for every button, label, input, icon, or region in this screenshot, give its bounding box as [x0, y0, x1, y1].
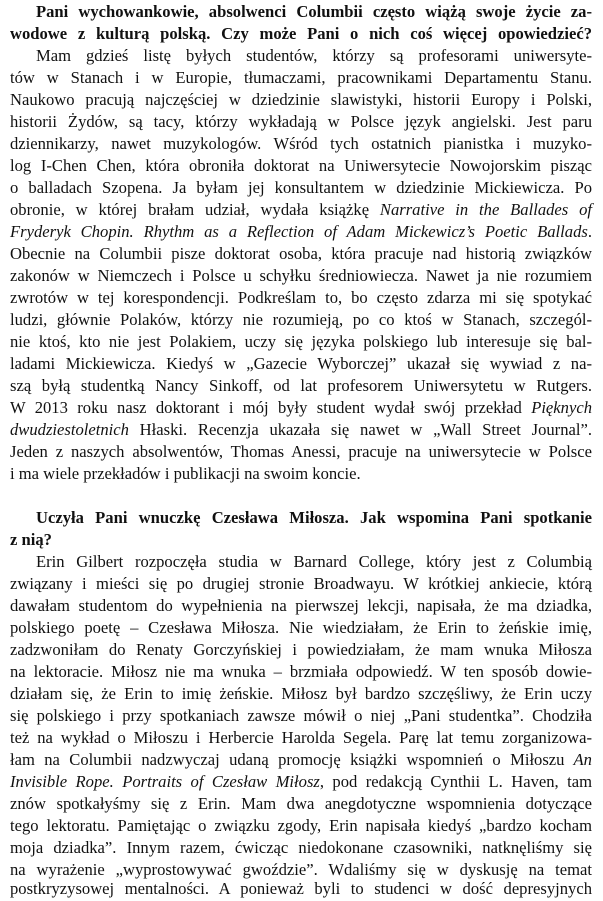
answer-line: zwrotów w tej korespondencji. Podkreślam to, bo często zdarza mi się spotykać — [10, 288, 592, 307]
answer-line: dwudziestoletnich Hłaski. Recenzja ukazała się nawet w „Wall Street Journal”. — [10, 420, 592, 439]
answer-line: postkryzysowej mentalności. A ponieważ byli to studenci w dość depresyjnych — [10, 879, 592, 898]
answer-line: W 2013 roku nasz doktorant i mój były student wydał swój przekład Pięknych — [10, 398, 592, 417]
italic-title: Invisible Rope. Portraits of Czesław Miłosz — [10, 772, 320, 791]
question-line: wodowe z kulturą polską. Czy może Pani o nich coś więcej opowiedzieć? — [10, 24, 592, 43]
answer-line: historii Żydów, są tacy, którzy wykładają w Polsce język angielski. Jest paru — [10, 112, 592, 131]
italic-title: Fryderyk Chopin. Rhythm as a Reflection of Adam Mickewicz’s Poetic Ballads — [10, 222, 588, 241]
answer-line: Naukowo pracują najczęściej w dziedzinie slawistyki, historii Europy i Polski, — [10, 90, 592, 109]
answer-line: o balladach Szopena. Ja byłam jej konsultantem w dziedzinie Mickiewicza. Po — [10, 178, 592, 197]
question-line: Uczyła Pani wnuczkę Czesława Miłosza. Jak wspomina Pani spotkanie — [36, 508, 592, 527]
answer-line: polskiego poetę – Czesława Miłosza. Nie wiedziałam, że Erin to żeńskie imię, — [10, 618, 592, 637]
answer-line: na lektoracie. Miłosz nie ma wnuka – brzmiała odpowiedź. W ten sposób dowie- — [10, 662, 592, 681]
italic-title: An — [564, 750, 592, 769]
answer-line: Obecnie na Columbii pisze doktorat osoba, która pracuje nad historią związków — [10, 244, 592, 263]
answer-line: obronie, w której brałam udział, wydała książkę Narrative in the Ballades of — [10, 200, 592, 219]
answer-line: związany i mieści się po drugiej stronie Broadwayu. W krótkiej ankiecie, którą — [10, 574, 592, 593]
answer-line: nie ktoś, kto nie jest Polakiem, uczy się języka polskiego lub interesuje się bal- — [10, 332, 592, 351]
answer-line: szą byłą studentką Nancy Sinkoff, od lat profesorem Uniwersytetu w Rutgers. — [10, 376, 592, 395]
answer-line: dawałam studentom do wypełnienia na pierwszej lekcji, napisała, że ma dziadka, — [10, 596, 592, 615]
answer-line: zadzwoniłam do Renaty Gorczyńskiej i powiedziałam, że mam wnuka Miłosza — [10, 640, 592, 659]
answer-line: działam się, że Erin to imię żeńskie. Miłosz był bardzo szczęśliwy, że Erin uczy — [10, 684, 592, 703]
answer-line: zakonów w Niemczech i Polsce u schyłku średniowiecza. Nawet ja nie rozumiem — [10, 266, 592, 285]
answer-line: ladami Mickiewicza. Kiedyś w „Gazecie Wyborczej” ukazał się wywiad z na- — [10, 354, 592, 373]
answer-line: Erin Gilbert rozpoczęła studia w Barnard College, który jest z Columbią — [36, 552, 592, 571]
answer-line: log I-Chen Chen, która obroniła doktorat na Uniwersytecie Nowojorskim pisząc — [10, 156, 592, 175]
italic-title: Pięknych — [531, 398, 592, 417]
answer-line: moja dziadka”. Innym razem, ćwicząc niedokonane czasowniki, natknęliśmy się — [10, 838, 592, 857]
answer-line: się polskiego i przy spotkaniach zawsze mówił o niej „Pani studentka”. Chodziła — [10, 706, 592, 725]
answer-line: ludzi, głównie Polaków, którzy nie rozumieją, po co ktoś w Stanach, szczegól- — [10, 310, 592, 329]
answer-line: i ma wiele przekładów i publikacji na swoim koncie. — [10, 464, 361, 483]
answer-line: Fryderyk Chopin. Rhythm as a Reflection of Adam Mickewicz’s Poetic Ballads. — [10, 222, 592, 241]
answer-line: Jeden z naszych absolwentów, Thomas Anessi, pracuje na uniwersytecie w Polsce — [10, 442, 592, 461]
question-line: z nią? — [10, 530, 52, 549]
italic-title: dwudziestoletnich — [10, 420, 129, 439]
answer-line: też na wykład o Miłoszu i Herbercie Harolda Segela. Parę lat temu zorganizowa- — [10, 728, 592, 747]
answer-line: dziennikarzy, nawet muzykologów. Wśród tych ostatnich pianistka i muzyko- — [10, 134, 592, 153]
answer-line: łam na Columbii nadzwyczaj udaną promocję książki wspomnień o Miłoszu An — [10, 750, 592, 769]
italic-title: Narrative in the Ballades of — [379, 200, 592, 219]
answer-line: na wyrażenie „wyprostowywać gwoździe”. Wdaliśmy się w dyskusję na temat — [10, 860, 592, 879]
question-line: Pani wychowankowie, absolwenci Columbii często wiążą swoje życie za- — [36, 2, 592, 21]
answer-line: Mam gdzieś listę byłych studentów, którzy są profesorami uniwersyte- — [36, 46, 592, 65]
answer-line: znów spotkałyśmy się z Erin. Mam dwa anegdotyczne wspomnienia dotyczące — [10, 794, 592, 813]
answer-line: tego lektoratu. Pamiętając o związku zgody, Erin napisała kiedyś „bardzo kocham — [10, 816, 592, 835]
answer-line: tów w Stanach i w Europie, tłumaczami, pracownikami Departamentu Stanu. — [10, 68, 592, 87]
answer-line: Invisible Rope. Portraits of Czesław Miłosz, pod redakcją Cynthii L. Haven, tam — [10, 772, 592, 791]
